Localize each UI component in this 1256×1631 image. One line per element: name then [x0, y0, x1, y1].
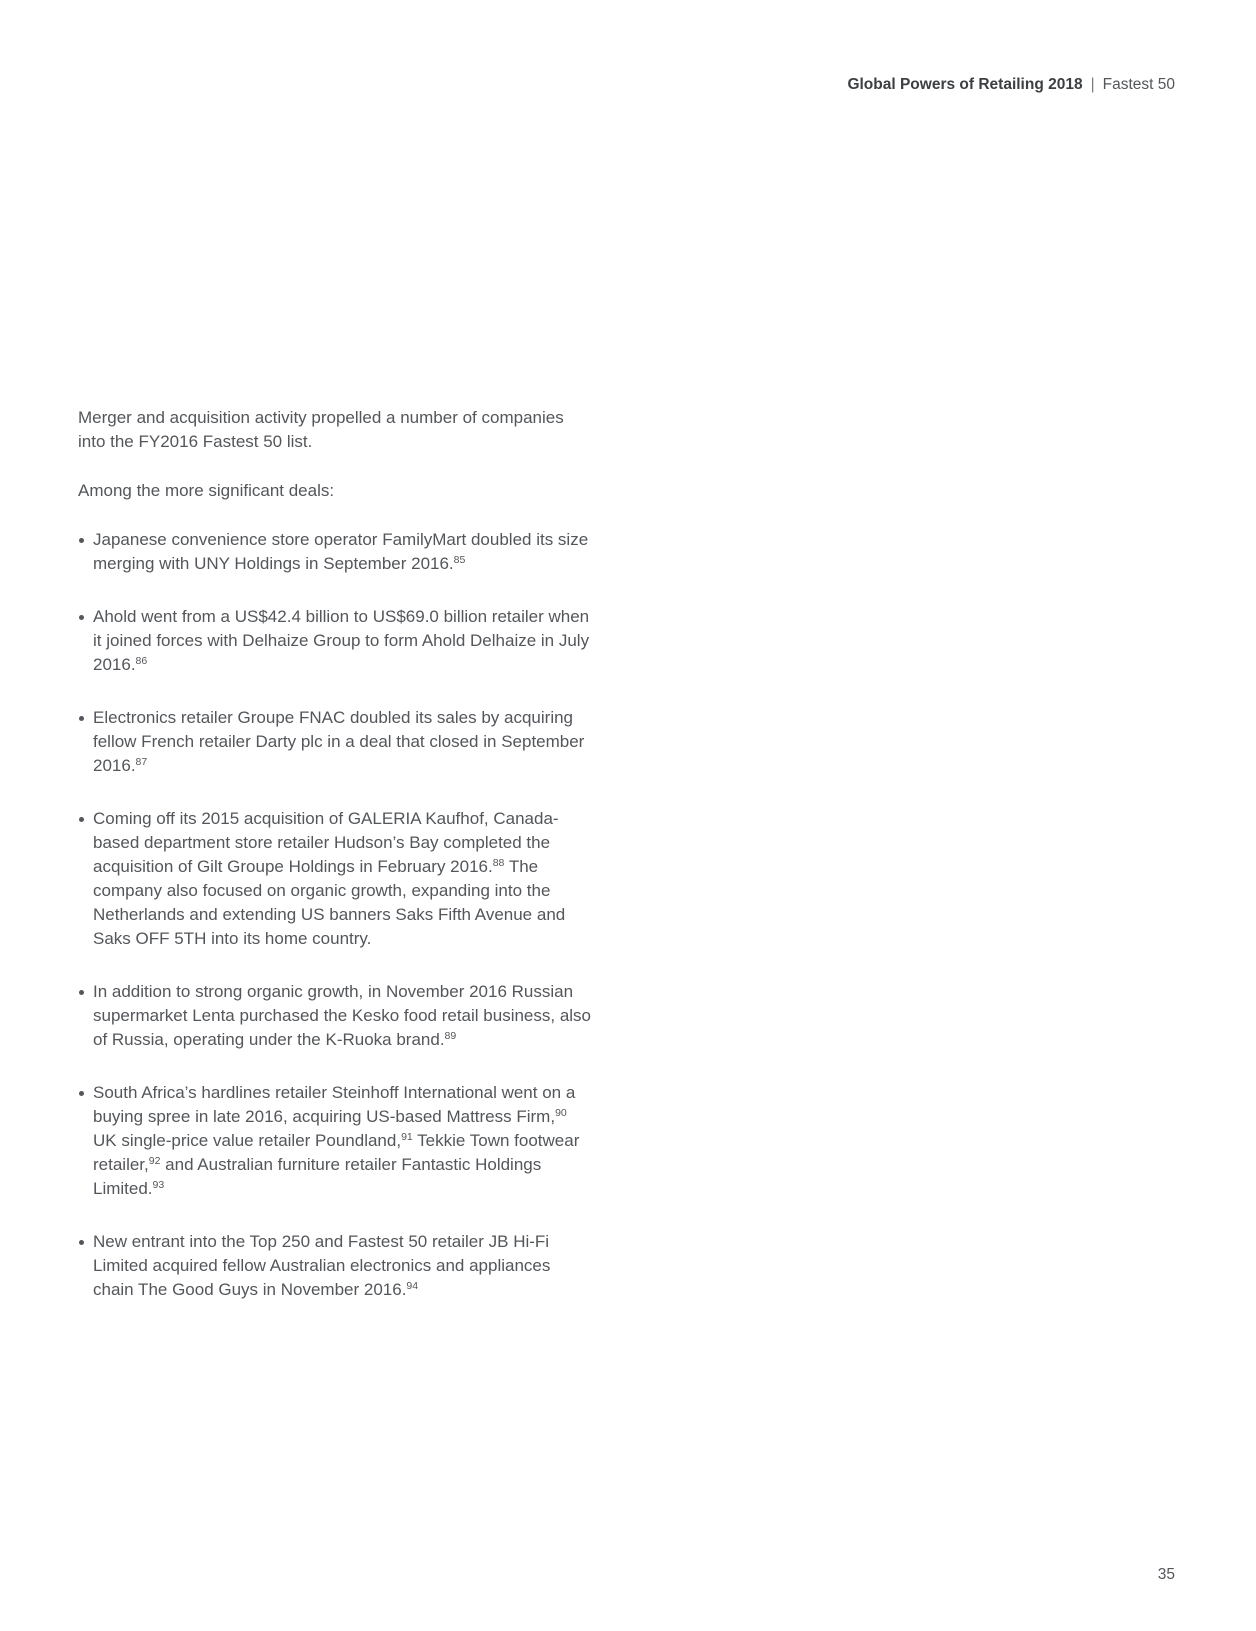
footnote-ref: 86 [135, 655, 148, 667]
footnote-ref: 91 [401, 1131, 413, 1143]
footnote-ref: 90 [555, 1107, 567, 1119]
list-item: New entrant into the Top 250 and Fastest 50 retailer JB Hi-Fi Limited acquired fellow Australian electronics and appliances chain The Good Guys in November 2016.94 [78, 1230, 594, 1302]
list-item: Coming off its 2015 acquisition of GALERIA Kaufhof, Canada-based department store retailer Hudson’s Bay completed the acquisition of Gilt Groupe Holdings in February 2016.88 The company also focused on organic growth, expanding into the Netherlands and extending US banners Saks Fifth Avenue and Saks OFF 5TH into its home country. [78, 807, 594, 951]
footnote-ref: 85 [453, 554, 466, 566]
footnote-ref: 88 [492, 857, 505, 869]
deals-list [78, 528, 594, 1302]
intro-paragraph: Merger and acquisition activity propelled a number of companies into the FY2016 Fastest 50 list. [78, 408, 564, 451]
footnote-ref: 92 [148, 1155, 161, 1167]
footnote-ref: 93 [152, 1179, 165, 1191]
list-item: Ahold went from a US$42.4 billion to US$69.0 billion retailer when it joined forces with Delhaize Group to form Ahold Delhaize in July 2016.86 [78, 605, 594, 677]
footnote-ref: 94 [406, 1280, 419, 1292]
list-item: Electronics retailer Groupe FNAC doubled its sales by acquiring fellow French retailer Darty plc in a deal that closed in September 2016.87 [78, 706, 594, 778]
list-item: South Africa’s hardlines retailer Steinhoff International went on a buying spree in late 2016, acquiring US-based Mattress Firm,$^{90}$ UK single-price value retailer Poundland,$^{91}$ Tekkie Town footwear retailer,$^{92}$ and Australian furniture retailer Fantastic Holdings Limited.$^{93}$ [78, 1081, 594, 1201]
page-header [847, 75, 1175, 95]
list-item: In addition to strong organic growth, in November 2016 Russian supermarket Lenta purchased the Kesko food retail business, also of Russia, operating under the K-Ruoka brand.$^{89}$ [78, 980, 594, 1052]
list-item: Japanese convenience store operator FamilyMart doubled its size merging with UNY Holdings in September 2016.85 [78, 528, 594, 576]
header-report-title: Global Powers of Retailing 2018 [847, 76, 1083, 93]
page-number: 35 [1157, 1566, 1175, 1583]
header-separator: | [1090, 76, 1095, 93]
footnote-ref: 89 [444, 1030, 457, 1042]
deals-heading: Among the more significant deals: [78, 481, 335, 500]
page-content [78, 406, 594, 1331]
footnote-ref: 87 [135, 756, 148, 768]
header-section-title: Fastest 50 [1102, 76, 1175, 93]
